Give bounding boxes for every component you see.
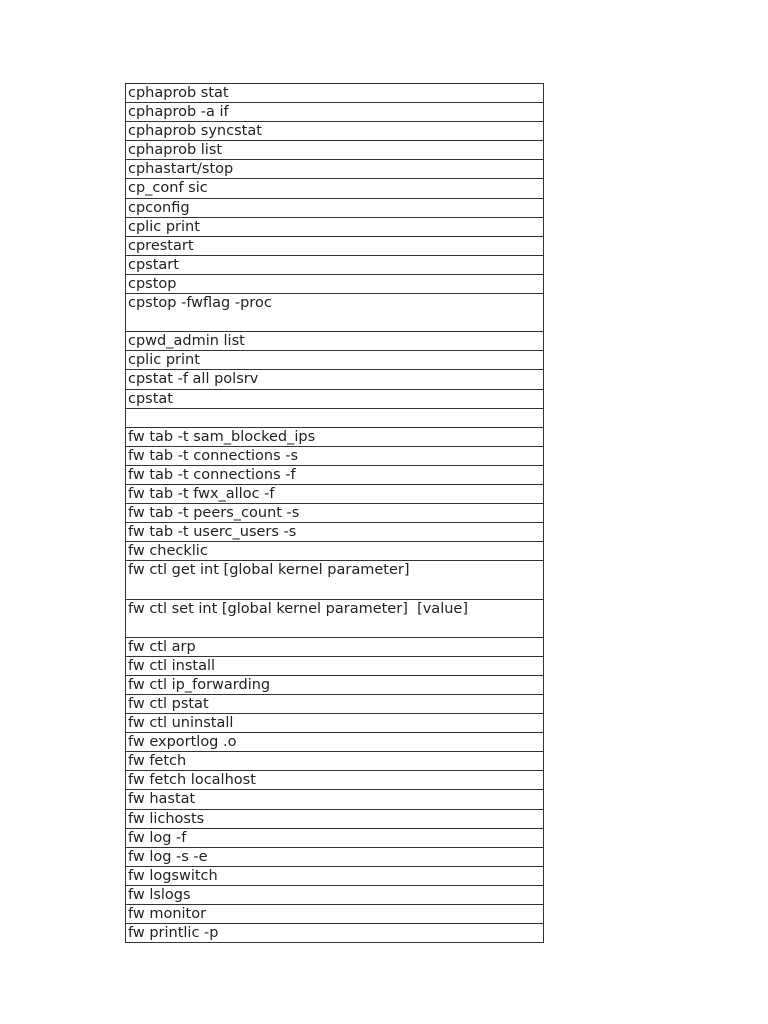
table-row (126, 714, 544, 733)
command-cell: fw lichosts (126, 809, 544, 828)
command-cell: fw printlic -p (126, 924, 544, 943)
table-row (126, 828, 544, 847)
command-cell: fw ctl ip_forwarding (126, 675, 544, 694)
table-row (126, 504, 544, 523)
table-row (126, 465, 544, 484)
table-row (126, 160, 544, 179)
command-cell: cphaprob stat (126, 84, 544, 103)
command-cell: fw fetch (126, 752, 544, 771)
command-cell: cprestart (126, 236, 544, 255)
command-cell: cplic print (126, 217, 544, 236)
command-cell: fw tab -t peers_count -s (126, 504, 544, 523)
command-cell: cpstat (126, 389, 544, 408)
table-row (126, 408, 544, 427)
table-row (126, 523, 544, 542)
command-cell: fw tab -t connections -s (126, 446, 544, 465)
table-row (126, 217, 544, 236)
table-row (126, 446, 544, 465)
table-row (126, 141, 544, 160)
command-cell: fw ctl install (126, 656, 544, 675)
table-row (126, 274, 544, 293)
command-cell: cpstat -f all polsrv (126, 370, 544, 389)
command-cell: fw log -f (126, 828, 544, 847)
table-row (126, 885, 544, 904)
table-row (126, 752, 544, 771)
command-table-body (126, 84, 544, 943)
command-cell: cphaprob syncstat (126, 122, 544, 141)
table-row (126, 370, 544, 389)
command-cell: fw ctl set int [global kernel parameter] [value] (126, 599, 544, 637)
table-row (126, 924, 544, 943)
table-row (126, 809, 544, 828)
command-cell: fw monitor (126, 905, 544, 924)
table-row (126, 389, 544, 408)
command-table (125, 83, 544, 943)
command-cell: fw tab -t connections -f (126, 465, 544, 484)
table-row (126, 103, 544, 122)
command-cell: cpstop -fwflag -proc (126, 294, 544, 332)
command-cell: cp_conf sic (126, 179, 544, 198)
table-row (126, 484, 544, 503)
command-cell: fw ctl pstat (126, 695, 544, 714)
command-cell: fw tab -t fwx_alloc -f (126, 484, 544, 503)
table-row (126, 236, 544, 255)
command-cell (126, 408, 544, 427)
command-cell: fw fetch localhost (126, 771, 544, 790)
command-cell: fw exportlog .o (126, 733, 544, 752)
table-row (126, 179, 544, 198)
command-cell: cpstop (126, 274, 544, 293)
command-cell: fw ctl arp (126, 637, 544, 656)
table-row (126, 255, 544, 274)
command-cell: cpconfig (126, 198, 544, 217)
command-cell: cphastart/stop (126, 160, 544, 179)
table-row (126, 695, 544, 714)
table-row (126, 599, 544, 637)
command-cell: cplic print (126, 351, 544, 370)
table-row (126, 198, 544, 217)
command-cell: fw tab -t sam_blocked_ips (126, 427, 544, 446)
command-cell: fw checklic (126, 542, 544, 561)
command-cell: cpstart (126, 255, 544, 274)
table-row (126, 561, 544, 599)
table-row (126, 637, 544, 656)
command-cell: fw ctl get int [global kernel parameter] (126, 561, 544, 599)
command-cell: cpwd_admin list (126, 332, 544, 351)
table-row (126, 84, 544, 103)
table-row (126, 656, 544, 675)
table-row (126, 866, 544, 885)
command-cell: fw tab -t userc_users -s (126, 523, 544, 542)
command-cell: fw log -s -e (126, 847, 544, 866)
table-row (126, 332, 544, 351)
table-row (126, 847, 544, 866)
table-row (126, 790, 544, 809)
table-row (126, 733, 544, 752)
table-row (126, 542, 544, 561)
command-cell: fw logswitch (126, 866, 544, 885)
table-row (126, 771, 544, 790)
command-cell: fw ctl uninstall (126, 714, 544, 733)
table-row (126, 122, 544, 141)
command-cell: cphaprob -a if (126, 103, 544, 122)
command-cell: cphaprob list (126, 141, 544, 160)
table-row (126, 427, 544, 446)
command-cell: fw hastat (126, 790, 544, 809)
table-row (126, 905, 544, 924)
table-row (126, 351, 544, 370)
table-row (126, 675, 544, 694)
command-cell: fw lslogs (126, 885, 544, 904)
table-row (126, 294, 544, 332)
